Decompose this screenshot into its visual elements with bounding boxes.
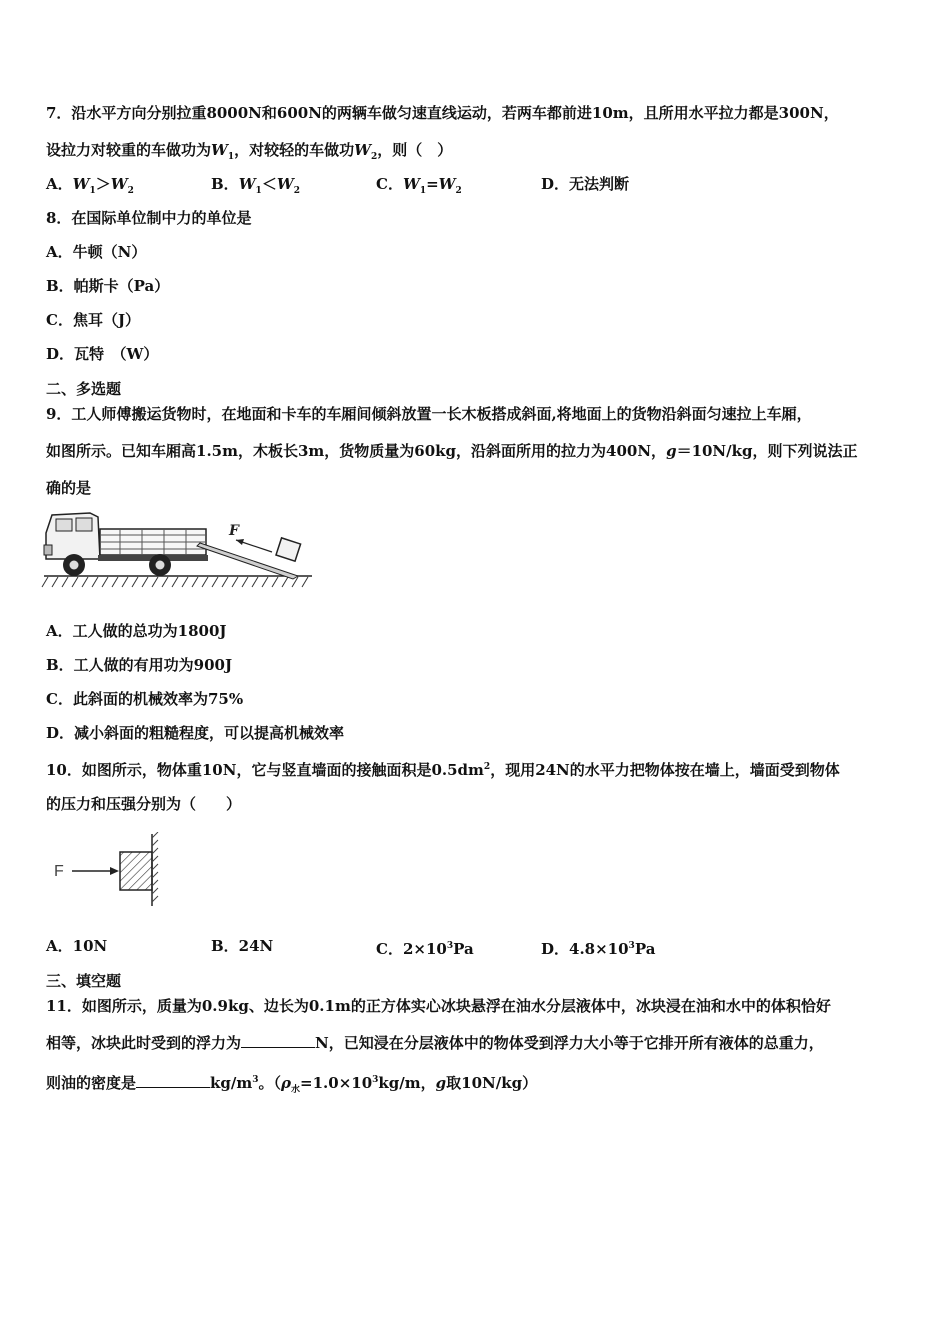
q8-option-b[interactable]: B．帕斯卡（Pa） (46, 277, 170, 295)
force-label-f: F (54, 863, 64, 880)
q8-stem: 8．在国际单位制中力的单位是 (46, 209, 252, 227)
q9-stem-line2: 如图所示。已知车厢高1.5m，木板长3m，货物质量为60kg，沿斜面所用的拉力为400N，g＝10N/kg，则下列说法正 (46, 442, 858, 460)
q11-stem-line2: 相等，冰块此时受到的浮力为 N，已知浸在分层液体中的物体受到浮力大小等于它排开所有液体的总重力， (46, 1034, 824, 1052)
q10-option-a[interactable]: A．10N (46, 937, 108, 955)
q8-option-d[interactable]: D．瓦特 （W） (46, 345, 159, 363)
q7-stem-line2: 设拉力对较重的车做功为$W_1$，对较轻的车做功$W_2$，则（ ） (46, 141, 453, 162)
q10-stem-line2: 的压力和压强分别为（ ） (46, 795, 242, 813)
force-label-f: F (229, 523, 239, 539)
q10-option-c[interactable]: C．$2\times 10^3Pa$ (376, 940, 474, 958)
q11-stem-line3: 则油的密度是 $kg/m^3$。（$\rho_水=1.0\times 10^3kg/m$，g取10N/kg） (46, 1074, 538, 1095)
answer-blank-buoyancy[interactable] (241, 1033, 315, 1048)
truck-ramp-figure (40, 505, 315, 591)
q7-option-c[interactable]: C．$W_1=W_2$ (376, 175, 462, 196)
q9-stem-line1: 9．工人师傅搬运货物时，在地面和卡车的车厢间倾斜放置一长木板搭成斜面,将地面上的货物沿斜面匀速拉上车厢， (46, 405, 812, 423)
q10-option-d[interactable]: D．$4.8\times 10^3Pa$ (541, 940, 656, 958)
q9-stem-line3: 确的是 (46, 479, 92, 497)
q9-option-b[interactable]: B．工人做的有用功为900J (46, 656, 233, 674)
q11-stem-line1: 11．如图所示，质量为0.9kg、边长为0.1m的正方体实心冰块悬浮在油水分层液体中，冰块浸在油和水中的体积恰好 (46, 997, 831, 1015)
q9-option-c[interactable]: C．此斜面的机械效率为75% (46, 690, 244, 708)
q8-option-a[interactable]: A．牛顿（N） (46, 243, 147, 261)
wall-block-figure (50, 832, 170, 908)
section-heading-fill-in: 三、填空题 (46, 972, 122, 990)
q7-option-a[interactable]: A．$W_1>W_2$ (46, 175, 134, 196)
q7-stem-line1: 7．沿水平方向分别拉重8000N和600N的两辆车做匀速直线运动，若两车都前进10m，且所用水平拉力都是300N， (46, 104, 839, 122)
q9-option-d[interactable]: D．减小斜面的粗糙程度，可以提高机械效率 (46, 724, 345, 742)
q7-option-d[interactable]: D．无法判断 (541, 175, 630, 193)
q7-option-b[interactable]: B．$W_1<W_2$ (211, 175, 300, 196)
section-heading-multiple-choice: 二、多选题 (46, 380, 122, 398)
answer-blank-oil-density[interactable] (136, 1073, 210, 1088)
q10-option-b[interactable]: B．24N (211, 937, 274, 955)
q10-stem-line1: 10．如图所示，物体重10N，它与竖直墙面的接触面积是$0.5dm^2$，现用24N的水平力把物体按在墙上，墙面受到物体 (46, 761, 840, 779)
q9-option-a[interactable]: A．工人做的总功为1800J (46, 622, 227, 640)
q8-option-c[interactable]: C．焦耳（J） (46, 311, 141, 329)
